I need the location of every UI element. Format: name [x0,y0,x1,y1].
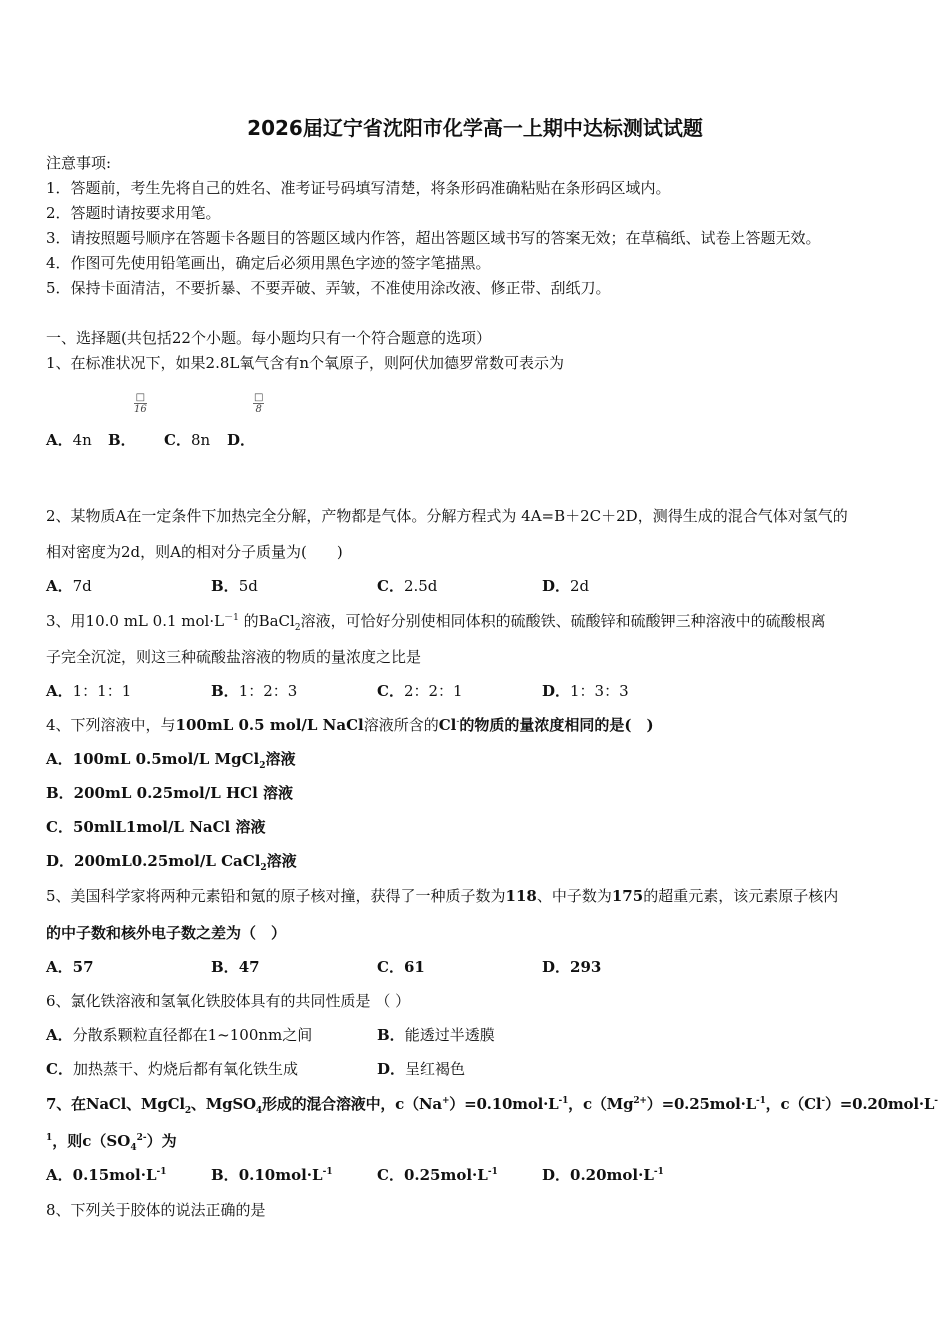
q6-option-d[interactable]: D．呈红褐色 [377,1060,466,1078]
notice-heading: 注意事项: [46,154,112,172]
notice-item: 5．保持卡面清洁，不要折暴、不要弄破、弄皱，不准使用涂改液、修正带、刮纸刀。 [46,279,611,297]
question-3-stem-line2: 子完全沉淀，则这三种硫酸盐溶液的物质的量浓度之比是 [46,648,422,666]
question-7-stem-line2: $^1$，则$c(SO_4^{2-})$为 [46,1132,177,1153]
q1-option-b[interactable]: B． [108,431,136,449]
q3-option-b[interactable]: B．1：2：3 [211,682,298,700]
q2-option-b[interactable]: B．5d [211,577,258,595]
question-5-stem: 5、美国科学家将两种元素铅和氪的原子核对撞，获得了一种质子数为118、中子数为175的超重元素，该元素原子核内 [46,887,839,905]
question-5-stem-line2: 的中子数和核外电子数之差为（ ） [46,924,287,942]
q6-option-b[interactable]: B．能透过半透膜 [377,1026,495,1044]
section-heading: 一、选择题(共包括22个小题。每小题均只有一个符合题意的选项） [46,329,491,347]
question-4-stem: 4、下列溶液中，与100mL 0.5 mol/L NaCl溶液所含的Cl-的物质的量浓度相同的是( ) [46,716,654,734]
q3-option-d[interactable]: D．1：3：3 [542,682,629,700]
q4-option-a[interactable]: A．100mL 0.5mol/L MgCl$_2$溶液 [46,750,296,771]
notice-item: 1．答题前，考生先将自己的姓名、准考证号码填写清楚，将条形码准确粘贴在条形码区域内。 [46,179,671,197]
q5-option-d[interactable]: D．293 [542,958,602,976]
q3-option-a[interactable]: A．1：1：1 [46,682,132,700]
question-8-stem: 8、下列关于胶体的说法正确的是 [46,1201,266,1219]
notice-item: 3．请按照题号顺序在答题卡各题目的答题区域内作答，超出答题区域书写的答案无效；在草稿纸、试卷上答题无效。 [46,229,821,247]
question-6-stem: 6、氯化铁溶液和氢氧化铁胶体具有的共同性质是 （ ） [46,992,411,1010]
page-title: 2026届辽宁省沈阳市化学高一上期中达标测试试题 [247,116,703,140]
q5-option-c[interactable]: C．61 [377,958,425,976]
notice-item: 2．答题时请按要求用笔。 [46,204,221,222]
fraction-d: □ 8 [254,392,264,415]
question-7-stem: 7、在NaCl、MgCl$_2$、MgSO$_4$形成的混合溶液中，$c(Na^+)=0.10mol\cdot L^{-1}$，$c(Mg^{2+})=0.25mol\cdot L^{-1}$，c（Cl-）=0.20mol·L- [46,1095,938,1116]
notice-item: 4．作图可先使用铅笔画出，确定后必须用黑色字迹的签字笔描黑。 [46,254,491,272]
q6-option-a[interactable]: A．分散系颗粒直径都在1~100nm之间 [46,1026,313,1044]
q1-option-d[interactable]: D． [227,431,256,449]
question-2-stem-line2: 相对密度为2d，则A的相对分子质量为( ) [46,543,343,561]
question-1-stem: 1、在标准状况下，如果2.8L氧气含有n个氧原子，则阿伏加德罗常数可表示为 [46,354,565,372]
q3-option-c[interactable]: C．2：2：1 [377,682,463,700]
q6-option-c[interactable]: C．加热蒸干、灼烧后都有氧化铁生成 [46,1060,298,1078]
q1-option-a[interactable]: A．4n [46,431,92,449]
q7-option-b[interactable]: B．$0.10mol\cdot L^{-1}$ [211,1166,333,1184]
q4-option-d[interactable]: D．200mL0.25mol/L CaCl$_2$溶液 [46,852,297,873]
q5-option-b[interactable]: B．47 [211,958,260,976]
q4-option-b[interactable]: B．200mL 0.25mol/L HCl 溶液 [46,784,294,802]
q7-option-c[interactable]: C．$0.25mol\cdot L^{-1}$ [377,1166,498,1184]
fraction-b: □ 16 [134,392,147,415]
q7-option-a[interactable]: A．$0.15mol\cdot L^{-1}$ [46,1166,167,1184]
q2-option-c[interactable]: C．2.5d [377,577,438,595]
q2-option-a[interactable]: A．7d [46,577,92,595]
question-2-stem: 2、某物质A在一定条件下加热完全分解，产物都是气体。分解方程式为 4A=B＋2C＋2D，测得生成的混合气体对氢气的 [46,507,848,525]
question-3-stem: 3、用10.0 mL 0.1 $mol\cdot L^{-1}$ 的BaCl$_2$溶液，可恰好分别使相同体积的硫酸铁、硫酸锌和硫酸钾三种溶液中的硫酸根离 [46,612,826,633]
q5-option-a[interactable]: A．57 [46,958,94,976]
q2-option-d[interactable]: D．2d [542,577,590,595]
q7-option-d[interactable]: D．$0.20mol\cdot L^{-1}$ [542,1166,664,1184]
q1-option-c[interactable]: C．8n [164,431,211,449]
q4-option-c[interactable]: C．50mlL1mol/L NaCl 溶液 [46,818,266,836]
